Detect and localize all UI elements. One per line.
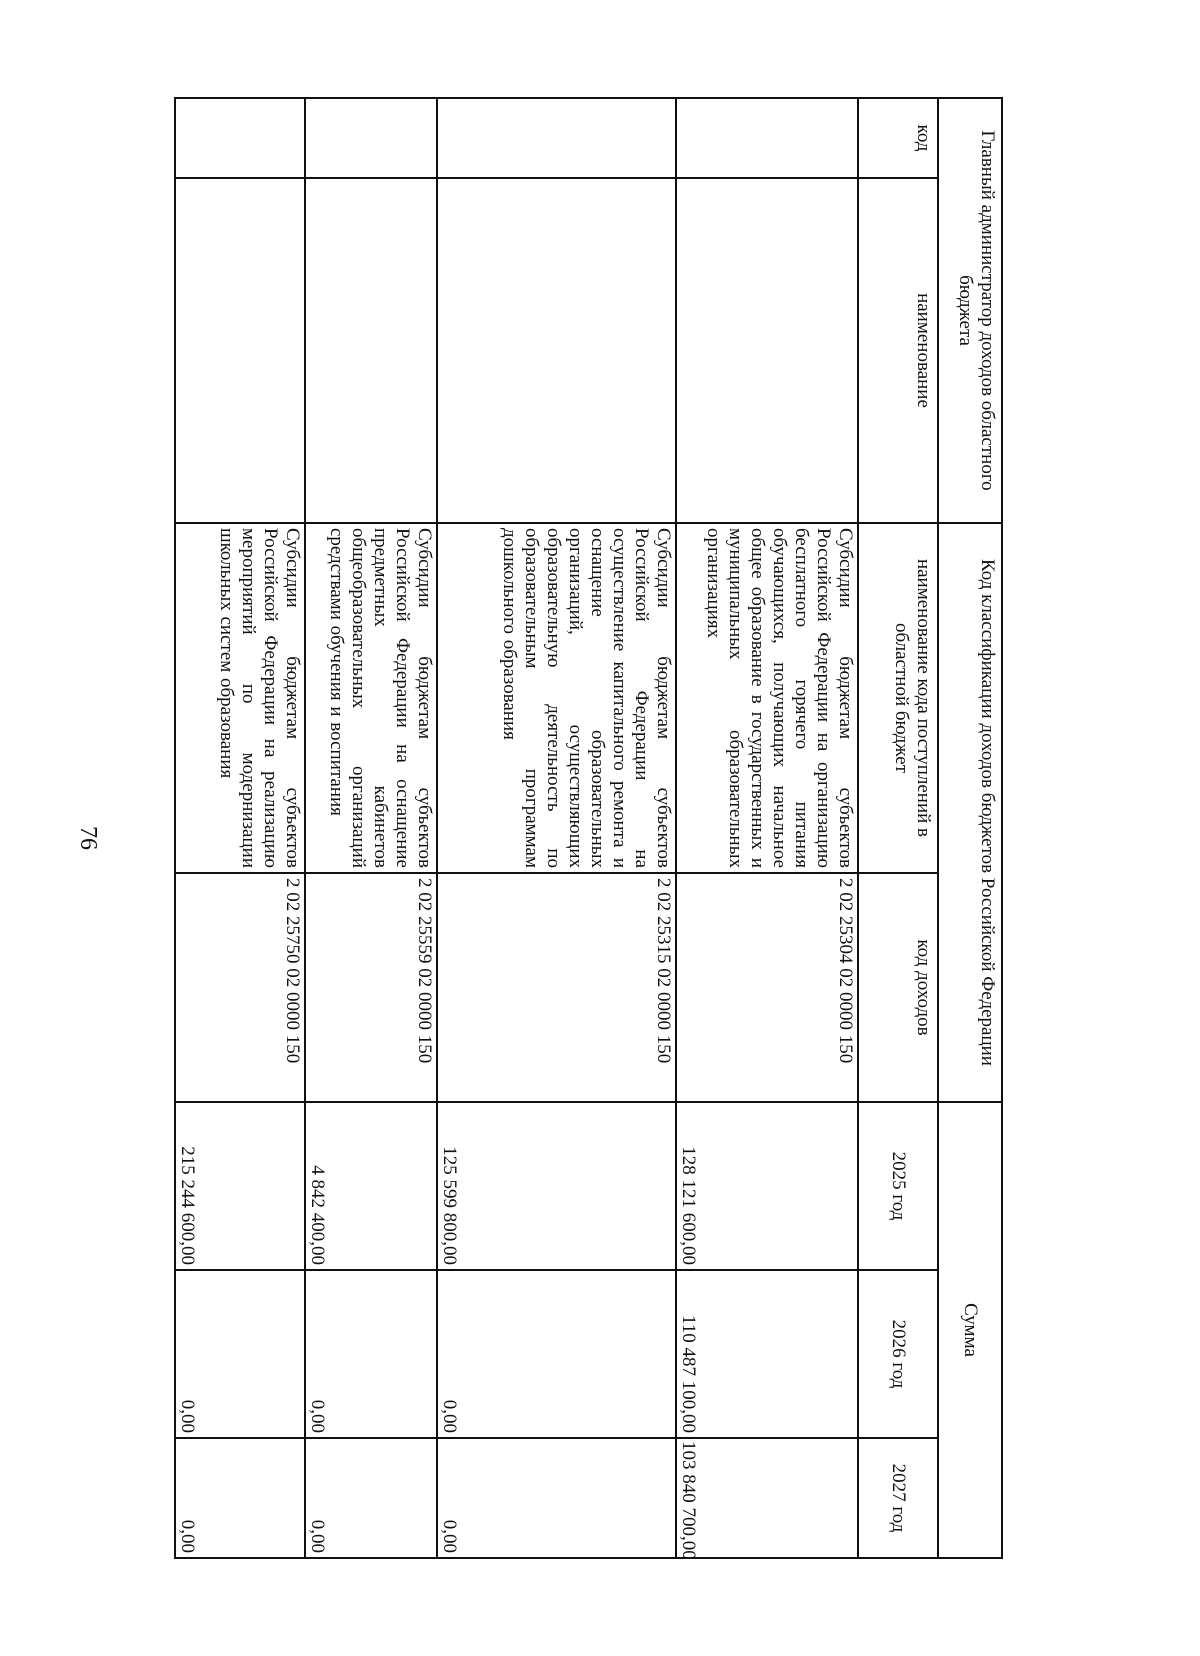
admin-code-cell: [437, 98, 676, 178]
sum-2026-cell: 110 487 100,00: [676, 1270, 858, 1438]
col-income-code-header: код доходов: [858, 873, 938, 1102]
admin-name-cell: [175, 178, 305, 523]
income-code-cell: 2 02 25315 02 0000 150: [437, 873, 676, 1102]
sum-2025-cell: 4 842 400,00: [305, 1102, 437, 1270]
page-number: 76: [75, 826, 101, 850]
admin-name-cell: [676, 178, 858, 523]
admin-group-header: Главный администратор доходов областного бюджета: [938, 98, 1002, 523]
income-name-cell: Субсидии бюджетам субъектов Российской Федерации на реализацию мероприятий по модернизации школьных систем образования: [175, 523, 305, 873]
admin-code-cell: [175, 98, 305, 178]
sum-group-header: Сумма: [938, 1102, 1002, 1558]
sum-2025-cell: 125 599 800,00: [437, 1102, 676, 1270]
table-row: [676, 98, 858, 1558]
sum-2025-cell: 128 121 600,00: [676, 1102, 858, 1270]
income-name-cell: Субсидии бюджетам субъектов Российской Федерации на оснащение предметных кабинетов общеобразовательных организаций средствами обучения и воспитания: [305, 523, 437, 873]
sum-2026-cell: 0,00: [437, 1270, 676, 1438]
revenue-table: [174, 97, 1003, 1559]
col-2026-header: 2026 год: [858, 1270, 938, 1438]
col-2025-header: 2025 год: [858, 1102, 938, 1270]
col-2027-header: 2027 год: [858, 1438, 938, 1558]
admin-name-cell: [305, 178, 437, 523]
admin-code-cell: [305, 98, 437, 178]
income-name-cell: Субсидии бюджетам субъектов Российской Федерации на осуществление капитального ремонта и оснащение образовательных организаций, осуществляющих образовательную деятельность по образовательным программам дошкольного образования: [437, 523, 676, 873]
classification-group-header: Код классификации доходов бюджетов Российской Федерации: [938, 523, 1002, 1102]
sum-2027-cell: 103 840 700,00: [676, 1438, 858, 1558]
sum-2026-cell: 0,00: [175, 1270, 305, 1438]
table-row: [305, 98, 437, 1558]
sum-2025-cell: 215 244 600,00: [175, 1102, 305, 1270]
rotated-table-container: [174, 97, 1003, 1560]
sum-2027-cell: 0,00: [305, 1438, 437, 1558]
admin-name-cell: [437, 178, 676, 523]
table-row: [437, 98, 676, 1558]
col-name-header: наименование: [858, 178, 938, 523]
admin-code-cell: [676, 98, 858, 178]
sum-2027-cell: 0,00: [175, 1438, 305, 1558]
sum-2026-cell: 0,00: [305, 1270, 437, 1438]
sum-2027-cell: 0,00: [437, 1438, 676, 1558]
income-code-cell: 2 02 25750 02 0000 150: [175, 873, 305, 1102]
col-code-header: код: [858, 98, 938, 178]
income-code-cell: 2 02 25559 02 0000 150: [305, 873, 437, 1102]
income-code-cell: 2 02 25304 02 0000 150: [676, 873, 858, 1102]
income-name-cell: Субсидии бюджетам субъектов Российской Федерации на организацию бесплатного горячего питания обучающихся, получающих начальное общее образование в государственных и муниципальных образовательных организациях: [676, 523, 858, 873]
col-income-name-header: наименование кода поступлений в областной бюджет: [858, 523, 938, 873]
table-row: [175, 98, 305, 1558]
